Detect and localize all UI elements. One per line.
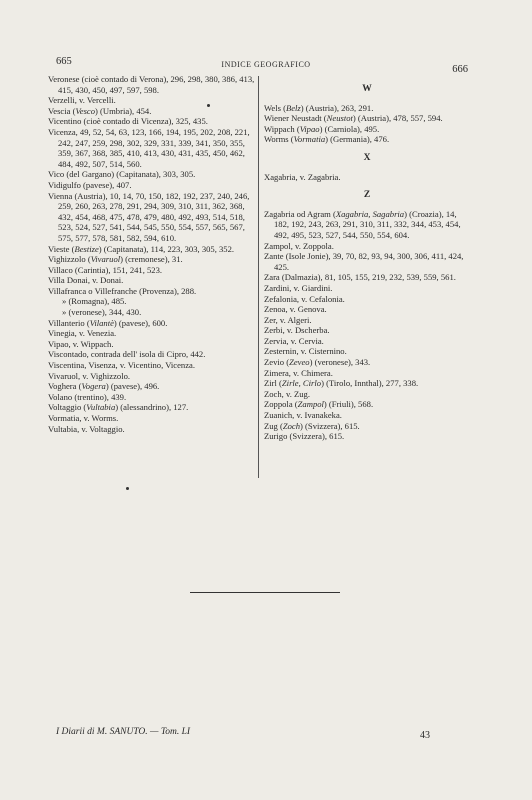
index-entry: Zefalonia, v. Cefalonia. <box>264 293 345 304</box>
index-entry <box>264 399 470 410</box>
index-entry: Zuanich, v. Ivanakeka. <box>264 410 342 421</box>
variant-name: Zeveo <box>289 357 310 368</box>
index-entry: Vormatia, v. Worms. <box>48 413 119 423</box>
variant-name: Xagabria, Sagabria <box>335 208 405 219</box>
variant-name: Vivaruol <box>90 254 121 265</box>
entry-text: ) (pavese), 600. <box>113 317 168 328</box>
entry-text: ) (pavese), 496. <box>105 381 160 392</box>
index-entry <box>48 318 256 329</box>
index-entry: Villafranca o Villefranche (Provenza), 288. <box>48 285 197 296</box>
entry-text: ) (Austria), 478, 557, 594. <box>352 113 443 124</box>
index-entry: Zimera, v. Chimera. <box>264 367 333 378</box>
ink-speck <box>207 104 210 107</box>
index-entry: Viscontado, contrada dell' isola di Cipro, 442. <box>48 349 206 360</box>
entry-text: Zagabria od Agram ( <box>264 208 336 219</box>
column-divider <box>258 76 259 478</box>
entry-text: Vighizzolo ( <box>48 254 91 265</box>
variant-name: Zirle, Cirlo <box>281 378 322 389</box>
variant-name: Zoch <box>282 420 301 431</box>
index-entry: Zer, v. Algeri. <box>264 314 312 325</box>
index-entry <box>264 124 470 135</box>
index-entry: Vidigulfo (pavese), 407. <box>48 179 132 190</box>
index-entry: Vinegia, v. Venezia. <box>48 328 117 339</box>
variant-name: Vipao <box>299 123 320 134</box>
index-entry: » (veronese), 344, 430. <box>62 307 142 318</box>
entry-text: Zoppola ( <box>264 399 298 410</box>
left-page-number: 665 <box>56 56 72 67</box>
variant-name: Vormatia <box>293 134 326 145</box>
entry-text: ) (Austria), 263, 291. <box>300 102 374 113</box>
section-letter: X <box>363 152 371 163</box>
index-entry <box>48 402 256 413</box>
entry-text: Vescia ( <box>48 105 76 116</box>
index-entry <box>264 421 470 432</box>
running-title: INDICE GEOGRAFICO <box>221 60 311 69</box>
entry-text: Wippach ( <box>264 123 300 134</box>
index-entry: Zervia, v. Cervia. <box>264 335 324 346</box>
variant-name: Vultabia <box>86 402 116 413</box>
index-entry: Zoch, v. Zug. <box>264 388 310 399</box>
index-entry: Zesternin, v. Cisternino. <box>264 346 347 357</box>
index-entry <box>264 113 470 124</box>
entry-text: ) (Friuli), 568. <box>323 399 374 410</box>
index-entry <box>264 209 470 241</box>
index-entry <box>264 103 470 114</box>
entry-text: ) (Carniola), 495. <box>319 123 380 134</box>
index-entry: Zenoa, v. Genova. <box>264 304 327 315</box>
variant-name: Vilantè <box>89 317 114 328</box>
index-entry: Zampol, v. Zoppola. <box>264 240 334 251</box>
index-entry: Vienna (Austria), 10, 14, 70, 150, 182, 192, 237, 240, 246, 259, 260, 263, 278, 291, 294, 309, 310, 311, 362, 368, 432, 454, 468, 475, 478, 479, 480, 492, 493, 514, 518, 523, 524, 527, 541, 544, 545, 550, 554, 557, 565, 567, 575, 577, 578, 581, 582, 594, 610. <box>48 190 250 243</box>
entry-text: Vieste ( <box>48 243 75 254</box>
entry-text: ) (cremonese), 31. <box>120 254 183 265</box>
index-entry <box>48 254 256 265</box>
entry-text: Voltaggio ( <box>48 402 87 413</box>
index-entry: Vicenza, 49, 52, 54, 63, 123, 166, 194, 195, 202, 208, 221, 242, 247, 259, 298, 302, 329, 331, 339, 341, 350, 355, 359, 367, 368, 385, 410, 413, 430, 431, 435, 450, 462, 484, 492, 507, 514, 560. <box>48 126 250 169</box>
index-entry: Villaco (Carintia), 151, 241, 523. <box>48 264 163 275</box>
index-entry <box>48 381 256 392</box>
index-entry <box>264 357 470 368</box>
index-entry: Xagabria, v. Zagabria. <box>264 171 341 182</box>
entry-text: ) (veronese), 343. <box>309 357 371 368</box>
entry-text: Wels ( <box>264 102 286 113</box>
entry-text: ) (alessandrino), 127. <box>115 402 189 413</box>
left-index-column <box>48 74 256 434</box>
right-page-number: 666 <box>452 64 468 75</box>
index-entry: Vipao, v. Wippach. <box>48 338 114 349</box>
index-entry: Villa Donai, v. Donai. <box>48 275 124 286</box>
index-entry <box>48 106 256 117</box>
section-end-rule <box>190 592 340 593</box>
index-entry: Zerbi, v. Dscherba. <box>264 325 330 336</box>
variant-name: Belz <box>285 102 301 113</box>
index-entry: » (Romagna), 485. <box>62 296 127 307</box>
section-letter: Z <box>363 190 371 201</box>
entry-text: Villanterio ( <box>48 317 90 328</box>
signature-number: 43 <box>420 730 430 741</box>
index-entry: Veronese (cioè contado di Verona), 296, 298, 380, 386, 413, 415, 430, 450, 497, 597, 598. <box>48 74 255 95</box>
entry-text: ) (Germania), 476. <box>325 134 390 145</box>
entry-text: Zug ( <box>264 420 283 431</box>
variant-name: Bestize <box>74 243 99 254</box>
variant-name: Zampol <box>297 399 324 410</box>
index-entry: Volano (trentino), 439. <box>48 391 127 402</box>
index-entry: Vico (del Gargano) (Capitanata), 303, 305. <box>48 169 196 180</box>
entry-text: Wiener Neustadt ( <box>264 113 327 124</box>
section-letter: W <box>362 84 372 94</box>
entry-text: ) (Capitanata), 114, 223, 303, 305, 352. <box>98 243 235 254</box>
index-entry: Zurigo (Svizzera), 615. <box>264 431 345 442</box>
index-entry: Zante (Isole Jonie), 39, 70, 82, 93, 94, 300, 306, 411, 424, 425. <box>264 251 464 272</box>
entry-text: ) (Croazia), 14, 182, 192, 243, 263, 291, 310, 311, 332, 344, 453, 454, 492, 495, 523, 527, 544, 550, 554, 604. <box>274 208 461 240</box>
entry-text: ) (Umbria), 454. <box>95 105 152 116</box>
index-entry: Verzelli, v. Vercelli. <box>48 95 116 106</box>
variant-name: Neustot <box>326 113 353 124</box>
index-entry <box>264 378 470 389</box>
index-entry: Zara (Dalmazia), 81, 105, 155, 219, 232, 539, 559, 561. <box>264 272 456 283</box>
index-entry <box>264 134 470 145</box>
index-entry: Vicentino (cioè contado di Vicenza), 325, 435. <box>48 116 208 127</box>
footer-title: I Diarii di M. SANUTO. — Tom. LI <box>56 727 191 737</box>
entry-text: Worms ( <box>264 134 294 145</box>
entry-text: Zirl ( <box>264 378 282 389</box>
ink-speck <box>126 487 129 490</box>
index-entry <box>48 244 256 255</box>
index-entry: Vivaruol, v. Vighizzolo. <box>48 370 131 381</box>
index-entry: Zardini, v. Giardini. <box>264 282 333 293</box>
entry-text: Voghera ( <box>48 381 82 392</box>
index-entry: Viscentina, Visenza, v. Vicentino, Vicenza. <box>48 360 196 371</box>
variant-name: Vogera <box>81 381 106 392</box>
right-index-column <box>264 84 470 442</box>
variant-name: Vesco <box>75 105 96 116</box>
entry-text: ) (Svizzera), 615. <box>300 420 360 431</box>
entry-text: ) (Tirolo, Innthal), 277, 338. <box>321 378 419 389</box>
entry-text: Zevio ( <box>264 357 290 368</box>
index-entry: Vultabia, v. Voltaggio. <box>48 423 125 434</box>
